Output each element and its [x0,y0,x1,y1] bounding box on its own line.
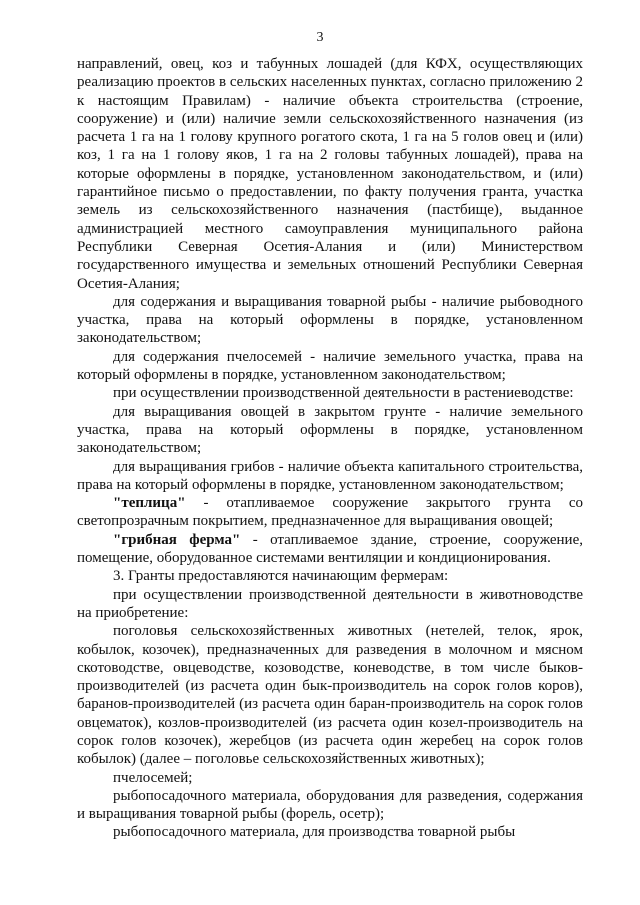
paragraph-livestock-requirements: направлений, овец, коз и табунных лошадей (для КФХ, осуществляющих реализацию проектов в сельских населенных пунктах, согласно приложению 2 к настоящим Правилам) - наличие объекта строительства (строение, сооружение) и (или) наличие земли сельскохозяйственного назначения (из расчета 1 га на 1 голову крупного рогатого скота, 1 га на 5 голов овец и (или) коз, 1 га на 1 голову яков, 1 га на 2 головы табунных лошадей), права на которые оформлены в порядке, установленном законодательством, и (или) гарантийное письмо о предоставлении, по факту получения гранта, участка земель из сельскохозяйственного назначения (пастбище), выданное администрацией местного самоуправления муниципального района Республики Северная Осетия-Алания и (или) Министерством государственного имущества и земельных отношений Республики Северная Осетия-Алания; [77,56,583,292]
paragraph-greenhouse-definition [77,494,583,531]
document-body [77,55,583,842]
paragraph-crop-production-heading: при осуществлении производственной деятельности в растениеводстве: [113,385,574,402]
paragraph-fish-stock-equipment: рыбопосадочного материала, оборудования для разведения, содержания и выращивания товарной рыбы (форель, осетр); [77,787,583,823]
paragraph-livestock-purchase-heading: при осуществлении производственной деятельности в животноводстве на приобретение: [77,586,583,621]
paragraph-grants-clause-3: 3. Гранты предоставляются начинающим фермерам: [113,568,449,585]
definition-mushroom-farm: - отапливаемое здание, строение, сооружение, помещение, оборудованное системами вентиляции и кондиционирования. [77,531,583,567]
term-greenhouse: "теплица" [113,495,186,512]
term-mushroom-farm: "грибная ферма" [113,531,241,548]
paragraph-mushroom-requirements: для выращивания грибов - наличие объекта капитального строительства, права на который оформлены в порядке, установленном законодательством; [77,458,583,493]
page-number: 3 [316,30,324,45]
paragraph-fish-stock-production: рыбопосадочного материала, для производства товарной рыбы [113,824,516,841]
paragraph-bee-requirements: для содержания пчелосемей - наличие земельного участка, права на который оформлены в порядке, установленном законодательством; [77,348,583,384]
definition-greenhouse: - отапливаемое сооружение закрытого грунта со светопрозрачным покрытием, предназначенное для выращивания овощей; [77,495,583,530]
paragraph-fish-requirements: для содержания и выращивания товарной рыбы - наличие рыбоводного участка, права на который оформлены в порядке, установленном законодательством; [77,293,583,347]
paragraph-bee-colonies: пчелосемей; [113,769,193,786]
paragraph-greenhouse-requirements: для выращивания овощей в закрытом грунте - наличие земельного участка, права на который оформлены в порядке, установленном законодательством; [77,403,583,457]
paragraph-mushroom-farm-definition [77,531,583,568]
paragraph-livestock-list: поголовья сельскохозяйственных животных (нетелей, телок, ярок, кобылок, козочек), предназначенных для разведения в молочном и мясном скотоводстве, овцеводстве, козоводстве, коневодстве, в том числе быков-производителей (из расчета один бык-производитель на сорок голов коров), баранов-производителей (из расчета один баран-производитель на сорок голов овцематок), козлов-производителей (из расчета один козел-производитель на сорок голов козочек), жеребцов (из расчета один жеребец на сорок голов кобылок) (далее – поголовье сельскохозяйственных животных); [77,623,583,768]
